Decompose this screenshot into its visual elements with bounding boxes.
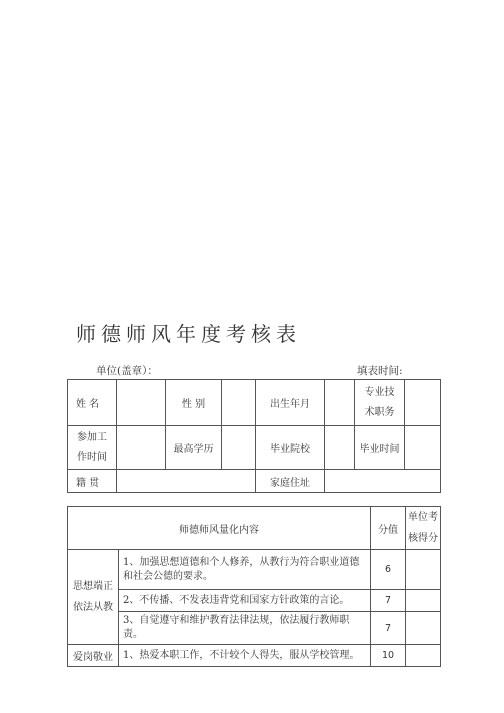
- item-unit-score: [406, 612, 441, 645]
- item-text: 1、热爱本职工作，不计较个人得失，服从学校管理。: [119, 645, 371, 667]
- category-dedication: 爱岗敬业: [68, 645, 119, 667]
- header-content: 师德师风量化内容: [68, 507, 371, 550]
- item-unit-score: [406, 590, 441, 612]
- value-name: [117, 380, 166, 426]
- category-ideology-line2: 依法从教: [73, 602, 113, 613]
- label-work-start: [68, 426, 117, 470]
- item-score: 10: [371, 645, 406, 667]
- header-unit-score-line2: 核得分: [408, 533, 438, 544]
- label-professional-title-line2: 术职务: [364, 406, 395, 418]
- label-origin: 籍 贯: [68, 470, 117, 493]
- label-name: 姓 名: [68, 380, 117, 426]
- fill-time-label: 填表时间:: [357, 365, 403, 377]
- label-school: 毕业院校: [256, 426, 325, 470]
- label-gender: 性 别: [166, 380, 222, 426]
- item-score: 6: [371, 550, 406, 590]
- header-unit-score: [406, 507, 441, 550]
- value-professional-title: [405, 380, 441, 426]
- item-unit-score: [406, 550, 441, 590]
- value-gender: [222, 380, 256, 426]
- label-grad-time: 毕业时间: [355, 426, 405, 470]
- personal-info-table: [67, 379, 441, 493]
- label-education: 最高学历: [166, 426, 222, 470]
- value-origin: [117, 470, 256, 493]
- document-title: 师德师风年度考核表: [76, 322, 301, 346]
- value-birth: [325, 380, 355, 426]
- label-professional-title-line1: 专业技: [364, 386, 395, 398]
- category-ideology: [68, 550, 119, 645]
- category-ideology-line1: 思想端正: [73, 581, 113, 592]
- label-professional-title: [355, 380, 405, 426]
- label-work-start-line1: 参加工: [77, 431, 107, 443]
- value-school: [325, 426, 355, 470]
- label-birth: 出生年月: [256, 380, 325, 426]
- item-text: 1、加强思想道德和个人修养，从教行为符合职业道德和社会公德的要求。: [119, 550, 371, 590]
- header-unit-score-line1: 单位考: [408, 512, 438, 523]
- value-address: [325, 470, 441, 493]
- label-address: 家庭住址: [256, 470, 325, 493]
- item-text: 2、不传播、不发表违背党和国家方针政策的言论。: [119, 590, 371, 612]
- value-grad-time: [405, 426, 441, 470]
- label-work-start-line2: 作时间: [77, 451, 107, 463]
- item-unit-score: [406, 645, 441, 667]
- item-score: 7: [371, 590, 406, 612]
- value-education: [222, 426, 256, 470]
- value-work-start: [117, 426, 166, 470]
- unit-seal-label: 单位(盖章）：: [96, 365, 158, 377]
- item-score: 7: [371, 612, 406, 645]
- assessment-table: [67, 506, 441, 667]
- item-text: 3、自觉遵守和维护教育法律法规，依法履行教师职责。: [119, 612, 371, 645]
- header-score: 分值: [371, 507, 406, 550]
